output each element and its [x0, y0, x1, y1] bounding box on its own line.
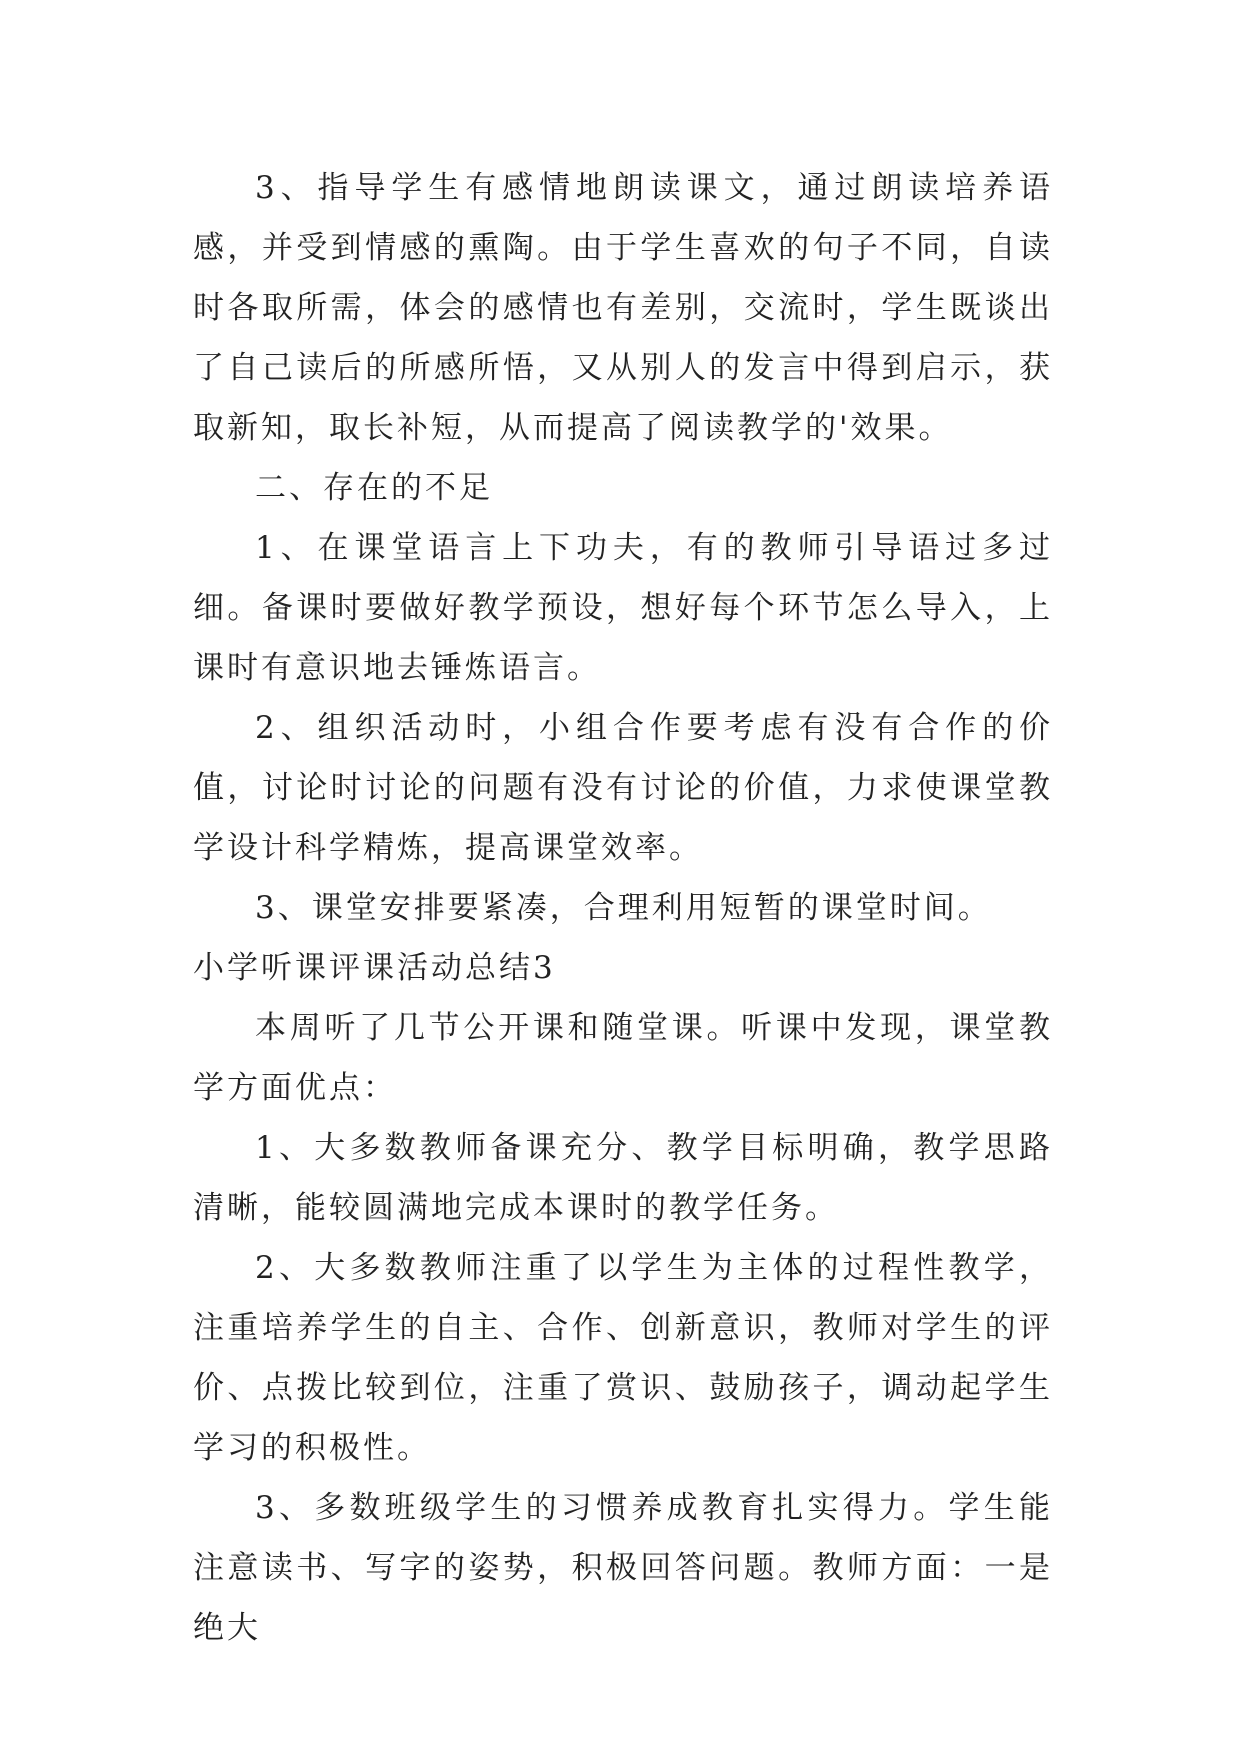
- paragraph-class-time: 3、课堂安排要紧凑，合理利用短暂的课堂时间。: [255, 890, 992, 926]
- paragraph-reading-guidance: 3、指导学生有感情地朗读课文，通过朗读培养语感，并受到情感的熏陶。由于学生喜欢的句子不同，自读时各取所需，体会的感情也有差别，交流时，学生既谈出了自己读后的所感所悟，又从别人的发言中得到启示，获取新知，取长补短，从而提高了阅读教学的'效果。: [193, 170, 1053, 446]
- section-heading-shortcomings: 二、存在的不足: [255, 470, 493, 506]
- paragraph-lesson-preparation: 1、大多数教师备课充分、教学目标明确，教学思路清晰，能较圆满地完成本课时的教学任务。: [193, 1130, 1053, 1226]
- paragraph-student-centered: 2、大多数教师注重了以学生为主体的过程性教学，注重培养学生的自主、合作、创新意识，教师对学生的评价、点拨比较到位，注重了赏识、鼓励孩子，调动起学生学习的积极性。: [193, 1250, 1053, 1466]
- document-title-summary-3: 小学听课评课活动总结3: [193, 950, 556, 986]
- paragraph-intro-observations: 本周听了几节公开课和随堂课。听课中发现，课堂教学方面优点：: [193, 1010, 1053, 1106]
- paragraph-group-activities: 2、组织活动时，小组合作要考虑有没有合作的价值，讨论时讨论的问题有没有讨论的价值，力求使课堂教学设计科学精炼，提高课堂效率。: [193, 710, 1053, 866]
- paragraph-habit-formation: 3、多数班级学生的习惯养成教育扎实得力。学生能注意读书、写字的姿势，积极回答问题。教师方面：一是绝大: [193, 1490, 1053, 1646]
- paragraph-classroom-language: 1、在课堂语言上下功夫，有的教师引导语过多过细。备课时要做好教学预设，想好每个环节怎么导入，上课时有意识地去锤炼语言。: [193, 530, 1053, 686]
- document-body: [193, 158, 1053, 1658]
